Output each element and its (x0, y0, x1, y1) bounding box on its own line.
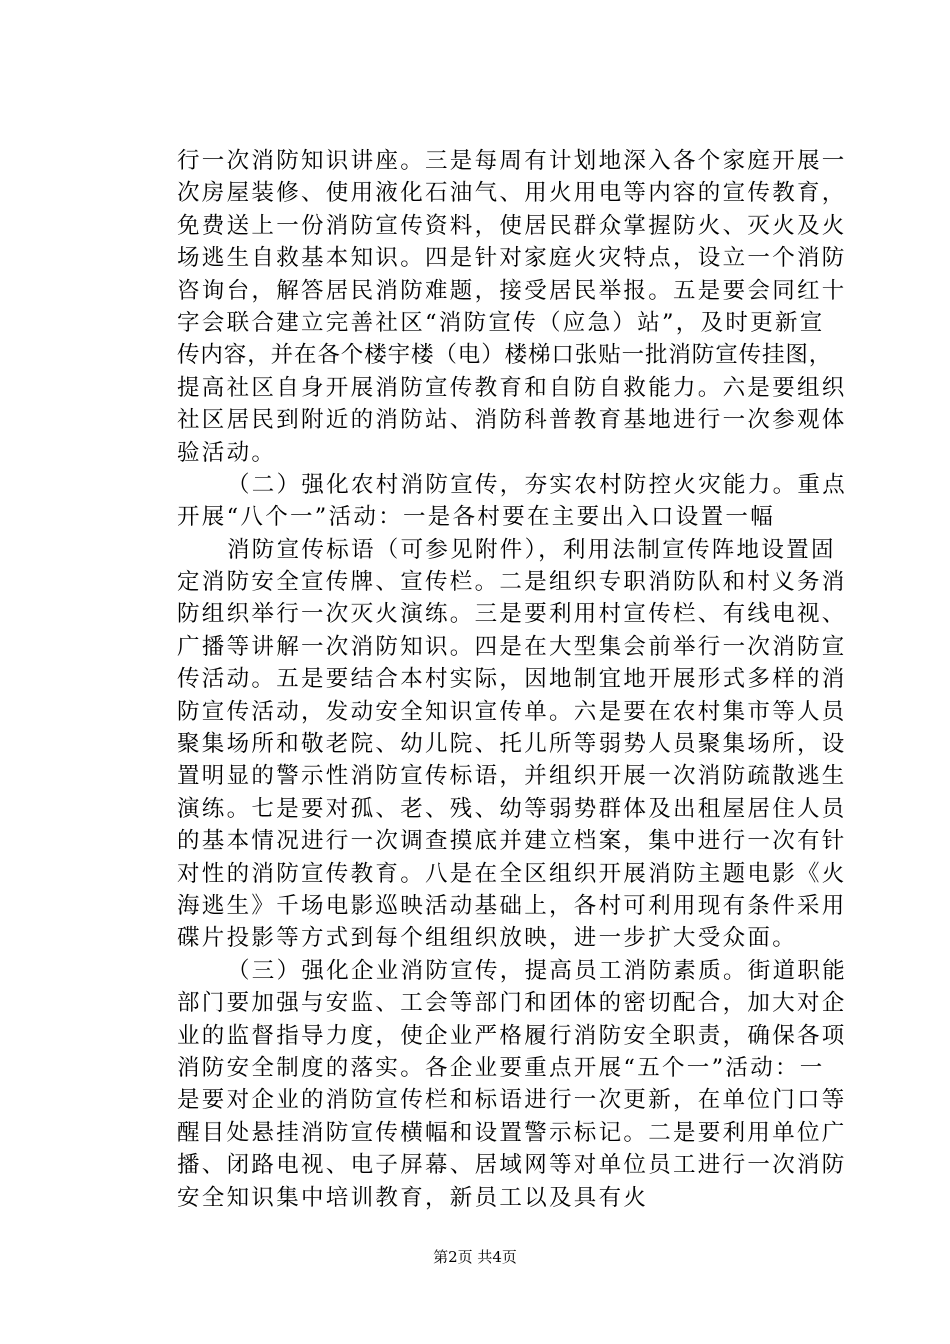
body-line: 置明显的警示性消防宣传标语，并组织开展一次消防疏散逃生 (177, 763, 847, 790)
body-line: 播、闭路电视、电子屏幕、居域网等对单位员工进行一次消防 (177, 1152, 847, 1179)
body-line: 咨询台，解答居民消防难题，接受居民举报。五是要会同红十 (177, 277, 847, 304)
body-line: 字会联合建立完善社区“消防宣传（应急）站”，及时更新宣 (177, 309, 825, 336)
body-line: 防宣传活动，发动安全知识宣传单。六是要在农村集市等人员 (177, 698, 847, 725)
body-line: 消防安全制度的落实。各企业要重点开展“五个一”活动：一 (177, 1054, 825, 1081)
body-line: 防组织举行一次灭火演练。三是要利用村宣传栏、有线电视、 (177, 601, 847, 628)
body-line: 广播等讲解一次消防知识。四是在大型集会前举行一次消防宣 (177, 633, 847, 660)
body-line: 安全知识集中培训教育，新员工以及具有火 (177, 1184, 649, 1211)
body-line: 传活动。五是要结合本村实际，因地制宜地开展形式多样的消 (177, 666, 847, 693)
body-line: 行一次消防知识讲座。三是每周有计划地深入各个家庭开展一 (177, 148, 847, 174)
body-line-indented: 消防宣传标语（可参见附件），利用法制宣传阵地设置固 (227, 536, 836, 563)
body-line: 次房屋装修、使用液化石油气、用火用电等内容的宣传教育， (177, 180, 847, 207)
body-line: 海逃生》千场电影巡映活动基础上，各村可利用现有条件采用 (177, 892, 847, 919)
section-heading-line: （二）强化农村消防宣传，夯实农村防控火灾能力。重点 (227, 471, 848, 498)
body-line: 部门要加强与安监、工会等部门和团体的密切配合，加大对企 (177, 990, 847, 1017)
body-line: 业的监督指导力度，使企业严格履行消防安全职责，确保各项 (177, 1022, 847, 1049)
body-line: 演练。七是要对孤、老、残、幼等弱势群体及出租屋居住人员 (177, 795, 847, 822)
body-line: 场逃生自救基本知识。四是针对家庭火灾特点，设立一个消防 (177, 245, 847, 272)
body-line: 社区居民到附近的消防站、消防科普教育基地进行一次参观体 (177, 407, 847, 434)
body-line: 免费送上一份消防宣传资料，使居民群众掌握防火、灭火及火 (177, 212, 847, 239)
body-line: 碟片投影等方式到每个组组织放映，进一步扩大受众面。 (177, 925, 798, 952)
body-line: 醒目处悬挂消防宣传横幅和设置警示标记。二是要利用单位广 (177, 1119, 847, 1146)
page-number-footer: 第2页 共4页 (433, 1248, 517, 1266)
body-line: 的基本情况进行一次调查摸底并建立档案，集中进行一次有针 (177, 828, 847, 855)
body-line: 开展“八个一”活动：一是各村要在主要出入口设置一幅 (177, 504, 776, 531)
body-line: 传内容，并在各个楼宇楼（电）楼梯口张贴一批消防宣传挂图， (177, 342, 833, 369)
section-heading-line: （三）强化企业消防宣传，提高员工消防素质。街道职能 (227, 957, 848, 984)
body-line: 提高社区自身开展消防宣传教育和自防自救能力。六是要组织 (177, 374, 847, 401)
body-line: 是要对企业的消防宣传栏和标语进行一次更新，在单位门口等 (177, 1087, 847, 1114)
body-line: 验活动。 (177, 439, 277, 466)
body-line: 对性的消防宣传教育。八是在全区组织开展消防主题电影《火 (177, 860, 847, 887)
body-line: 定消防安全宣传牌、宣传栏。二是组织专职消防队和村义务消 (177, 569, 847, 596)
body-line: 聚集场所和敬老院、幼儿院、托儿所等弱势人员聚集场所，设 (177, 731, 847, 758)
document-body (177, 145, 847, 1214)
